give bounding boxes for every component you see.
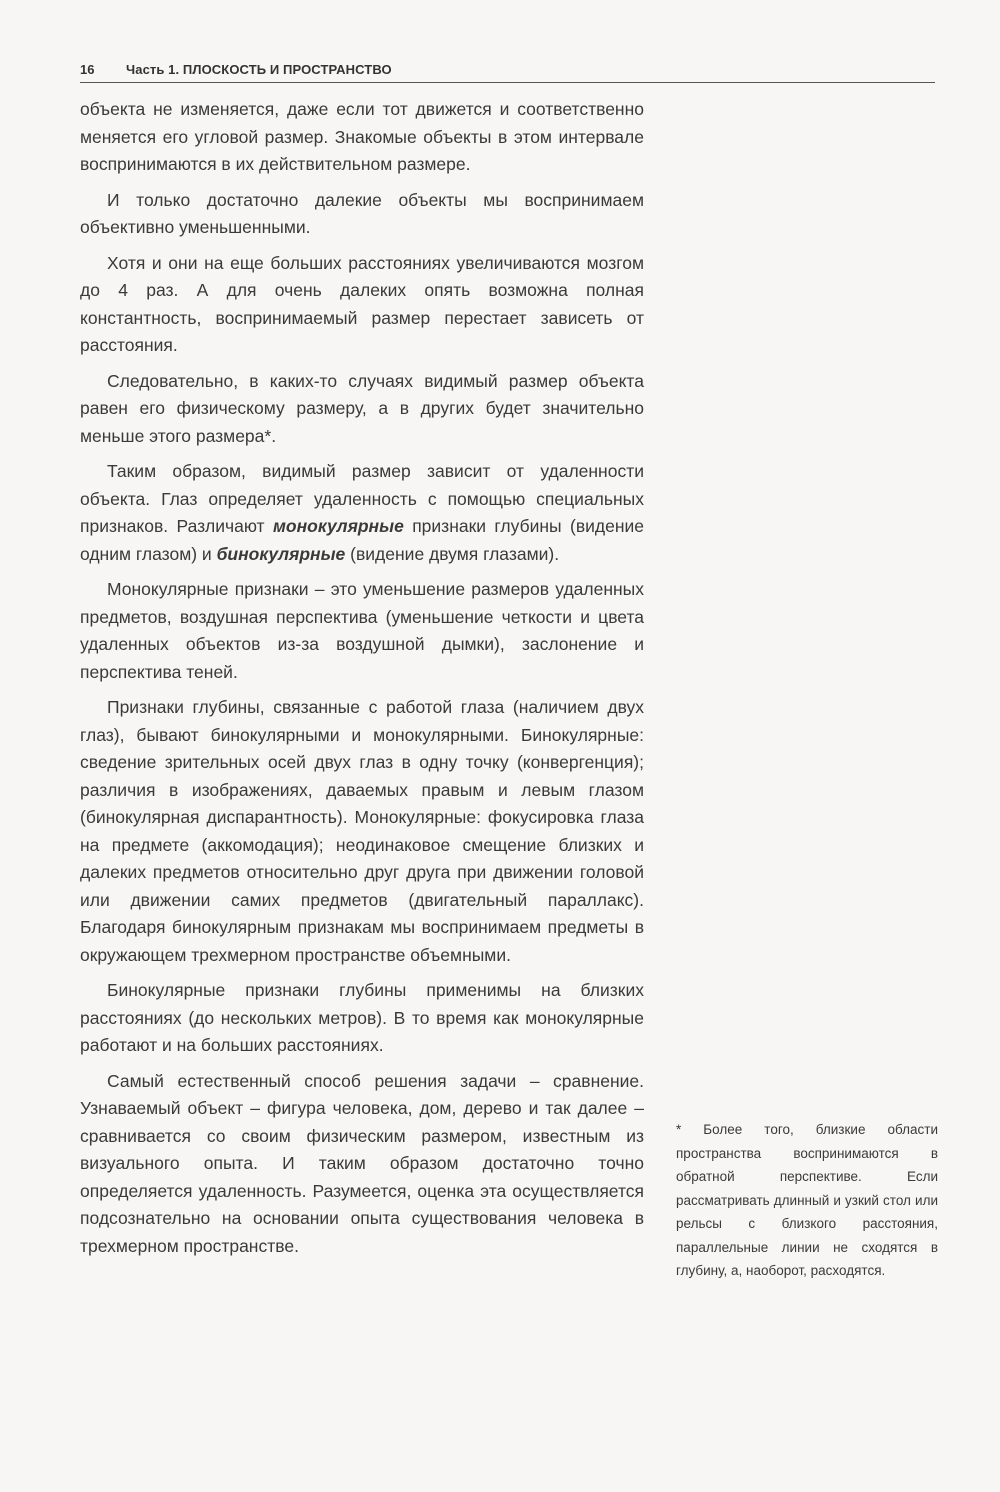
paragraph-4: Следовательно, в каких-то случаях видимый размер объекта равен его физическому размеру, а в других будет значительно меньше этого размера*. [80,370,644,446]
running-header [80,60,935,83]
footnote [676,1118,938,1283]
footnote-text: * Более того, близкие области пространства воспринимаются в обратной перспективе. Если рассматривать длинный и узкий стол или рельсы с близкого расстояния, параллельные линии не сходятся в глубину, а, наоборот, расходятся. [676,1122,938,1278]
paragraph-5 [80,458,644,568]
paragraph-6: Монокулярные признаки – это уменьшение размеров удаленных предметов, воздушная перспектива (уменьшение четкости и цвета удаленных объектов из-за воздушной дымки), заслонение и перспектива теней. [80,579,644,682]
term-monocular: монокулярные [272,516,404,536]
section-title: Часть 1. ПЛОСКОСТЬ И ПРОСТРАНСТВО [126,62,392,77]
main-text-column [80,96,644,1268]
paragraph-7: Признаки глубины, связанные с работой глаза (наличием двух глаз), бывают бинокулярными и монокулярными. Бинокулярные: сведение зрительных осей двух глаз в одну точку (конвергенция); различия в изображениях, даваемых правым и левым глазом (бинокулярная диспарантность). Монокулярные: фокусировка глаза на предмете (аккомодация); неодинаковое смещение близких и далеких предметов относительно друг друга при движении головой или движении самих предметов (двигательный параллакс). Благодаря бинокулярным признакам мы воспринимаем предметы в окружающем трехмерном пространстве объемными. [80,697,644,965]
paragraph-8: Бинокулярные признаки глубины применимы на близких расстояниях (до нескольких метров). В то время как монокулярные работают и на больших расстояниях. [80,980,644,1055]
page-number: 16 [80,62,95,77]
paragraph-5-part-1: Таким образом, видимый размер зависит от удаленности объекта. Глаз определяет удаленность с помощью специальных признаков. Различают [80,461,644,536]
paragraph-2: И только достаточно далекие объекты мы воспринимаем объективно уменьшенными. [80,189,644,237]
paragraph-3: Хотя и они на еще больших расстояниях увеличиваются мозгом до 4 раз. А для очень далеких опять возможна полная константность, воспринимаемый размер перестает зависеть от расстояния. [80,252,644,355]
paragraph-5-part-2: признаки глубины (видение одним глазом) и [80,516,645,564]
paragraph-1: объекта не изменяется, даже если тот движется и соответственно меняется его угловой размер. Знакомые объекты в этом интервале воспринимаются в их действительном размере. [80,99,644,174]
paragraph-9: Самый естественный способ решения задачи – сравнение. Узнаваемый объект – фигура человека, дом, дерево и так далее – сравнивается со своим физическим размером, известным из визуального опыта. И таким образом достаточно точно определяется удаленность. Разумеется, оценка эта осуществляется подсознательно на основании опыта существования человека в трехмерном пространстве. [80,1070,644,1256]
paragraph-5-part-3: (видение двумя глазами). [345,543,560,564]
term-binocular: бинокулярные [216,543,346,564]
